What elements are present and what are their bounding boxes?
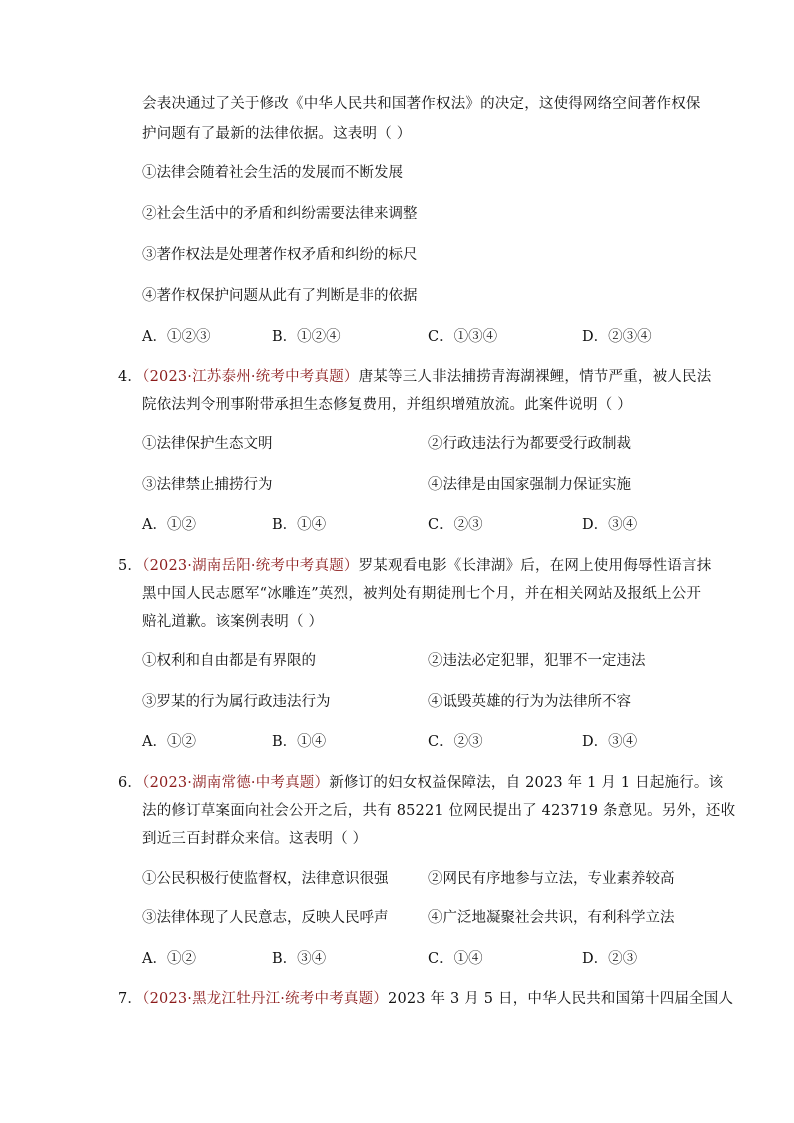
q4-source: （2023·江苏泰州·统考中考真题） bbox=[142, 369, 359, 385]
q7-number: 7． bbox=[118, 991, 143, 1007]
q5-option-2: ②违法必定犯罪，犯罪不一定违法 bbox=[428, 653, 646, 669]
q3-choice-d[interactable]: D．②③④ bbox=[582, 329, 652, 345]
q5-number: 5． bbox=[118, 558, 143, 574]
q4-stem-line-1 bbox=[118, 367, 712, 387]
q5-option-1: ①权利和自由都是有界限的 bbox=[142, 653, 316, 669]
q5-choice-d[interactable]: D．③④ bbox=[582, 734, 638, 750]
q3-choice-a[interactable]: A．①②③ bbox=[142, 329, 211, 345]
q5-option-4: ④诋毁英雄的行为为法律所不容 bbox=[428, 694, 631, 710]
q4-stem-line-2: 院依法判令刑事附带承担生态修复费用，并组织增殖放流。此案件说明（ ） bbox=[142, 397, 632, 413]
q5-source: （2023·湖南岳阳·统考中考真题） bbox=[142, 558, 359, 574]
q6-choice-b[interactable]: B．③④ bbox=[272, 951, 327, 967]
q3-stem-line-2: 护问题有了最新的法律依据。这表明（ ） bbox=[142, 126, 412, 142]
q6-stem-line-2: 法的修订草案面向社会公开之后，共有 85221 位网民提出了 423719 条意见。另外，还收 bbox=[142, 803, 736, 819]
q6-source: （2023·湖南常德·中考真题） bbox=[142, 775, 330, 791]
q5-stem-line-1 bbox=[118, 556, 712, 576]
q6-option-4: ④广泛地凝聚社会共识，有利科学立法 bbox=[428, 910, 675, 926]
q4-choice-b[interactable]: B．①④ bbox=[272, 517, 327, 533]
q6-option-1: ①公民积极行使监督权，法律意识很强 bbox=[142, 871, 389, 887]
q3-option-2: ②社会生活中的矛盾和纠纷需要法律来调整 bbox=[142, 206, 418, 222]
q4-option-4: ④法律是由国家强制力保证实施 bbox=[428, 477, 631, 493]
q6-number: 6． bbox=[118, 775, 143, 791]
q4-option-3: ③法律禁止捕捞行为 bbox=[142, 477, 273, 493]
q3-choice-b[interactable]: B．①②④ bbox=[272, 329, 341, 345]
q3-option-4: ④著作权保护问题从此有了判断是非的依据 bbox=[142, 288, 418, 304]
q4-choice-a[interactable]: A．①② bbox=[142, 517, 196, 533]
q6-option-2: ②网民有序地参与立法，专业素养较高 bbox=[428, 871, 675, 887]
q6-stem-line-1 bbox=[118, 773, 724, 793]
q4-number: 4． bbox=[118, 369, 143, 385]
q4-choice-d[interactable]: D．③④ bbox=[582, 517, 638, 533]
q5-choice-b[interactable]: B．①④ bbox=[272, 734, 327, 750]
q3-stem-line-1: 会表决通过了关于修改《中华人民共和国著作权法》的决定，这使得网络空间著作权保 bbox=[142, 96, 701, 112]
q5-choice-a[interactable]: A．①② bbox=[142, 734, 196, 750]
q3-choice-c[interactable]: C．①③④ bbox=[428, 329, 498, 345]
q4-option-2: ②行政违法行为都要受行政制裁 bbox=[428, 436, 631, 452]
q4-choice-c[interactable]: C．②③ bbox=[428, 517, 483, 533]
q6-option-3: ③法律体现了人民意志，反映人民呼声 bbox=[142, 910, 389, 926]
q6-choice-c[interactable]: C．①④ bbox=[428, 951, 483, 967]
q6-choice-d[interactable]: D．②③ bbox=[582, 951, 638, 967]
q7-stem-line-1 bbox=[118, 989, 734, 1009]
q3-option-3: ③著作权法是处理著作权矛盾和纠纷的标尺 bbox=[142, 247, 418, 263]
q5-stem-text: 罗某观看电影《长津湖》后，在网上使用侮辱性语言抹 bbox=[358, 558, 712, 574]
q4-stem-text: 唐某等三人非法捕捞青海湖裸鲤，情节严重，被人民法 bbox=[358, 369, 712, 385]
q5-stem-line-2: 黑中国人民志愿军“冰雕连”英烈，被判处有期徒刑七个月，并在相关网站及报纸上公开 bbox=[142, 586, 702, 602]
q7-source: （2023·黑龙江牡丹江·统考中考真题） bbox=[142, 991, 389, 1007]
q6-choice-a[interactable]: A．①② bbox=[142, 951, 196, 967]
q5-stem-line-3: 赔礼道歉。该案例表明（ ） bbox=[142, 614, 324, 630]
q4-option-1: ①法律保护生态文明 bbox=[142, 436, 273, 452]
q6-stem-text: 新修订的妇女权益保障法，自 2023 年 1 月 1 日起施行。该 bbox=[329, 775, 724, 791]
q5-choice-c[interactable]: C．②③ bbox=[428, 734, 483, 750]
q5-option-3: ③罗某的行为属行政违法行为 bbox=[142, 694, 331, 710]
q6-stem-line-3: 到近三百封群众来信。这表明（ ） bbox=[142, 831, 368, 847]
q7-stem-text: 2023 年 3 月 5 日，中华人民共和国第十四届全国人 bbox=[388, 991, 734, 1007]
q3-option-1: ①法律会随着社会生活的发展而不断发展 bbox=[142, 165, 403, 181]
